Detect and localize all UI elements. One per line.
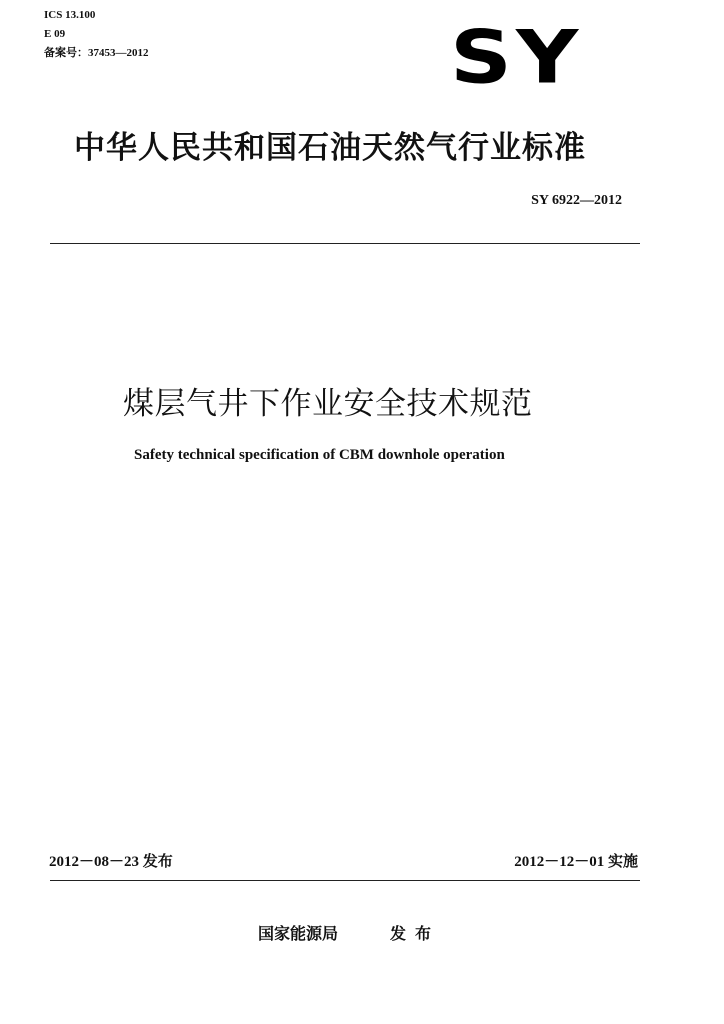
sy-logo: SY [450, 15, 583, 101]
top-divider [50, 243, 640, 244]
publish-date: 2012－08－23 发布 [49, 854, 173, 870]
bottom-divider [50, 880, 640, 881]
classification-code: E 09 [44, 28, 66, 40]
implementation-date: 2012－12－01 实施 [514, 854, 638, 870]
document-title-english: Safety technical specification of CBM downhole operation [134, 447, 505, 463]
ics-code: ICS 13.100 [44, 9, 96, 21]
issued-label: 发布 [390, 924, 441, 943]
document-title-chinese: 煤层气井下作业安全技术规范 [123, 386, 533, 422]
record-number: 备案号：37453—2012 [44, 47, 149, 59]
standard-number: SY 6922—2012 [531, 193, 622, 208]
organization-title: 中华人民共和国石油天然气行业标准 [74, 130, 586, 166]
issuing-authority: 国家能源局 [258, 924, 339, 943]
